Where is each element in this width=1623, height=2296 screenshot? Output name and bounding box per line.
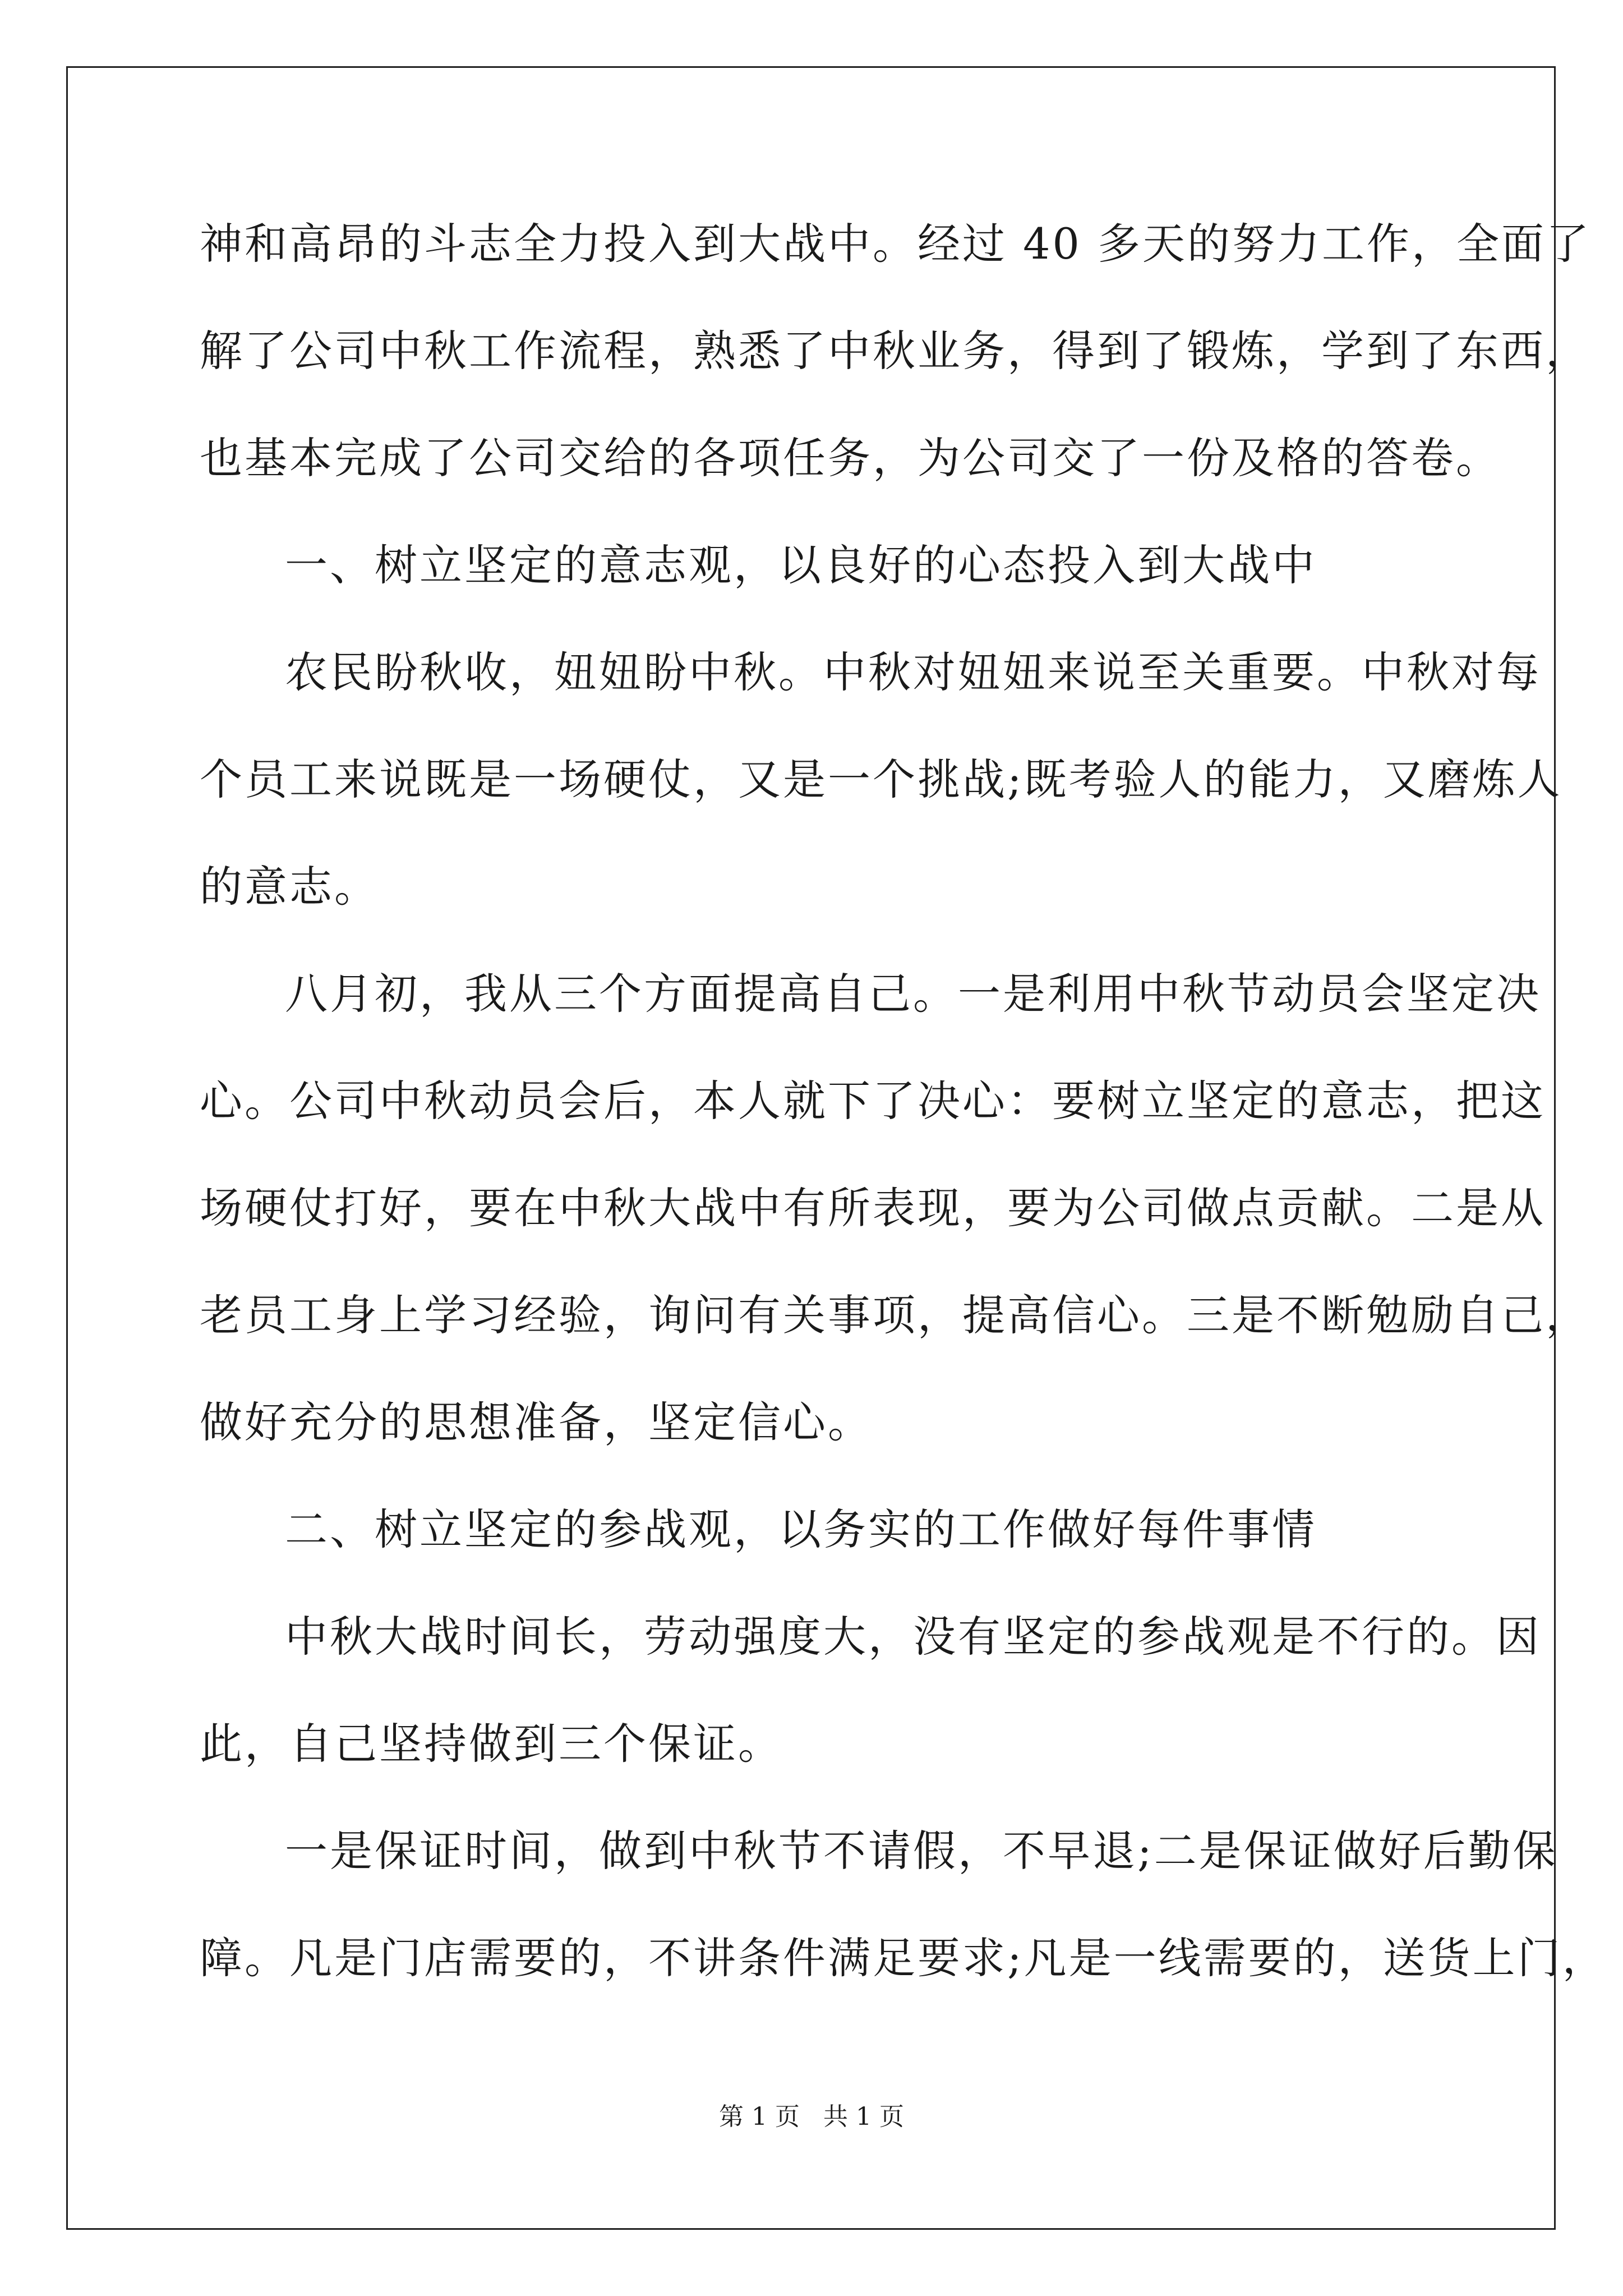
text-line-14: 中秋大战时间长，劳动强度大，没有坚定的参战观是不行的。因: [285, 1612, 1541, 1662]
text-line-8: 八月初，我从三个方面提高自己。一是利用中秋节动员会坚定决: [285, 969, 1541, 1019]
text-line-3: 也基本完成了公司交给的各项任务，为公司交了一份及格的答卷。: [200, 433, 1501, 483]
section-heading-2: 二、树立坚定的参战观，以务实的工作做好每件事情: [285, 1504, 1317, 1554]
text-line-9: 心。公司中秋动员会后，本人就下了决心：要树立坚定的意志，把这: [200, 1076, 1546, 1126]
text-line-1: 神和高昂的斗志全力投入到大战中。经过 40 多天的努力工作，全面了: [200, 219, 1592, 269]
text-line-17: 障。凡是门店需要的，不讲条件满足要求;凡是一线需要的，送货上门，: [200, 1933, 1607, 1983]
text-line-11: 老员工身上学习经验，询问有关事项，提高信心。三是不断勉励自己，: [200, 1290, 1590, 1340]
text-line-12: 做好充分的思想准备，坚定信心。: [200, 1397, 873, 1447]
text-line-2: 解了公司中秋工作流程，熟悉了中秋业务，得到了锻炼，学到了东西，: [200, 326, 1590, 376]
section-heading-1: 一、树立坚定的意志观，以良好的心态投入到大战中: [285, 540, 1317, 590]
text-line-10: 场硬仗打好，要在中秋大战中有所表现，要为公司做点贡献。二是从: [200, 1183, 1546, 1233]
text-line-6: 个员工来说既是一场硬仗，又是一个挑战;既考验人的能力，又磨炼人: [200, 754, 1562, 804]
page-number: 第 1 页 共 1 页: [719, 2102, 904, 2131]
document-body: [200, 216, 1607, 2037]
text-line-16: 一是保证时间，做到中秋节不请假，不早退;二是保证做好后勤保: [285, 1826, 1558, 1876]
text-line-15: 此，自己坚持做到三个保证。: [200, 1719, 783, 1769]
text-line-7: 的意志。: [200, 862, 379, 912]
text-line-5: 农民盼秋收，妞妞盼中秋。中秋对妞妞来说至关重要。中秋对每: [285, 647, 1541, 697]
